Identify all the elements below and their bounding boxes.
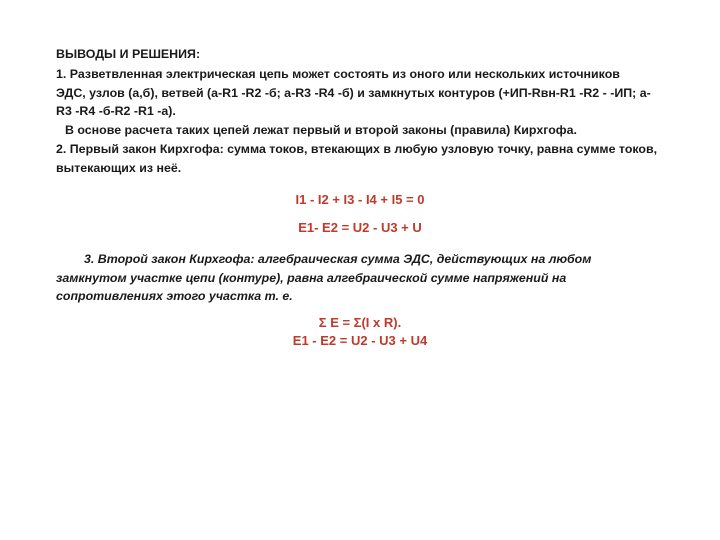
second-law-text: 3. Второй закон Кирхгофа: алгебраическая сумма ЭДС, действующих на любом замкнутом участке цепи (контуре), равна алгебраической сумме напряжений на сопротивлениях этого участка т. е. — [56, 252, 592, 304]
paragraph-line-3: R3 -R4 -б-R2 -R1 -а). — [56, 104, 176, 119]
paragraph-branched-circuit — [56, 65, 676, 121]
second-law-example-formula: E1 - E2 = U2 - U3 + U4 — [292, 333, 428, 348]
paragraph-kirchhoff-basis: В основе расчета таких цепей лежат первый и второй законы (правила) Кирхгофа. — [65, 123, 577, 137]
first-law-formula: I1 - I2 + I3 - I4 + I5 = 0 — [295, 192, 425, 207]
second-law-sum-formula: Σ E = Σ(I x R). — [318, 315, 402, 330]
paragraph-line-1: 1. Разветвленная электрическая цепь может состоять из оного или нескольких источников — [56, 67, 620, 81]
paragraph-second-law — [56, 250, 636, 306]
conclusions-heading: ВЫВОДЫ И РЕШЕНИЯ: — [56, 47, 201, 61]
emf-voltage-formula: E1- E2 = U2 - U3 + U — [298, 220, 422, 235]
paragraph-line-2: ЭДС, узлов (а,б), ветвей (а-R1 -R2 -б; а-R3 -R4 -б) и замкнутых контуров (+ИП-Rвн-R1 -R2 - -ИП; а- — [56, 85, 651, 100]
paragraph-first-law: 2. Первый закон Кирхгофа: сумма токов, втекающих в любую узловую точку, равна сумме токов, вытекающих из неё. — [56, 142, 658, 175]
